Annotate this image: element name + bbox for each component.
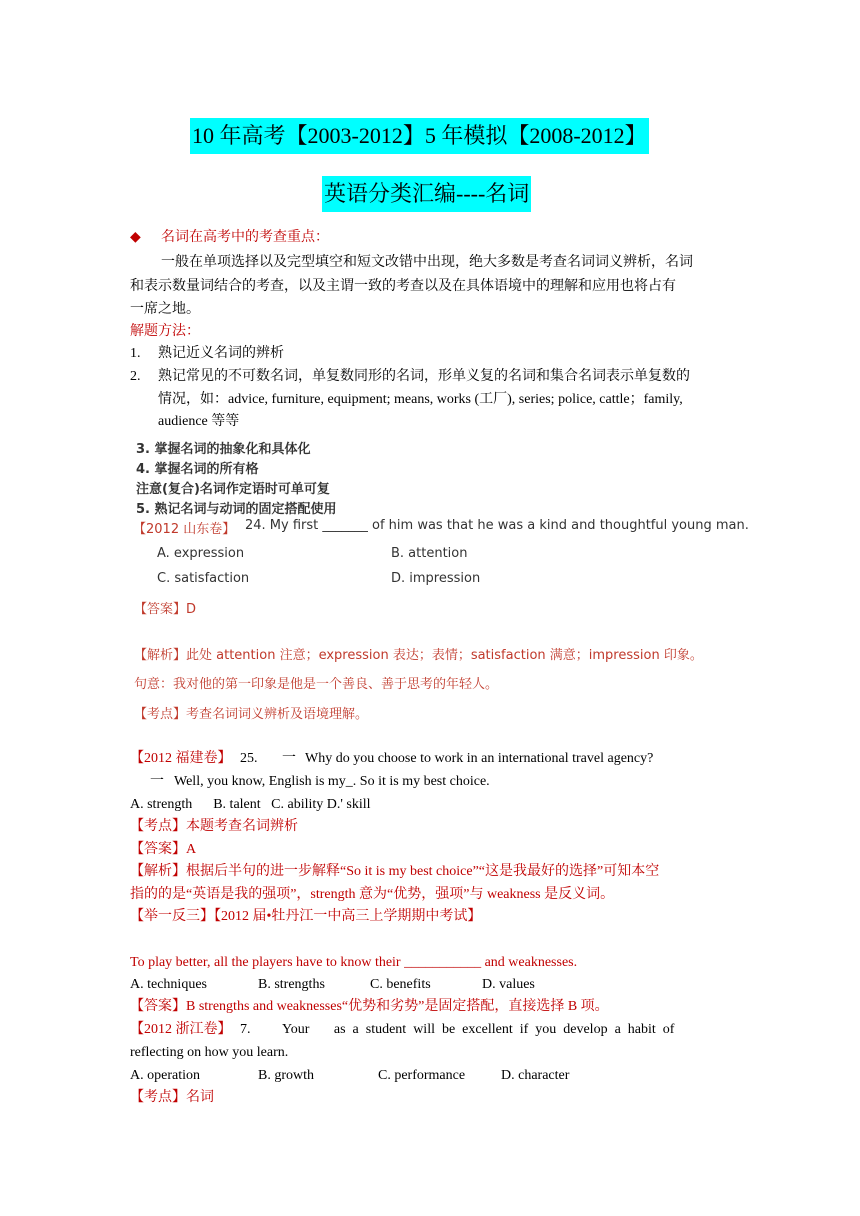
ext-option-b: B. strengths [258,977,325,992]
intro-para-line1: 一般在单项选择以及完型填空和短文改错中出现，绝大多数是考查名词词义辨析，名词 [161,255,693,270]
q25-dash2: 一 [150,774,164,789]
q25-source: 【2012 福建卷】 [130,751,232,766]
method-2-line2: 情况，如：advice, furniture, equipment; means, works (工厂), series; police, cattle；family, [158,392,683,407]
q24-source: 【2012 山东卷】 [133,522,236,537]
ext-answer: 【答案】B strengths and weaknesses“优势和劣势”是固定搭配，直接选择 B 项。 [130,999,609,1014]
q7-point: 【考点】名词 [130,1090,214,1105]
method-1-num: 1. [130,346,141,361]
method-4: 4. 掌握名词的所有格 [136,462,259,477]
q25-dash1: 一 [282,751,296,766]
q7-line1: Your as a student will be excellent if you develop a habit of [282,1022,675,1037]
title-line2: 英语分类汇编----名词 [322,176,531,212]
q24-point: 【考点】考查名词词义辨析及语境理解。 [134,707,369,722]
q25-options: A. strength B. talent C. ability D.' skill [130,797,371,812]
q24-analysis: 【解析】此处 attention 注意；expression 表达；表情；satisfaction 满意；impression 印象。 [134,648,703,663]
q7-num: 7. [240,1022,251,1037]
method-heading: 解题方法： [130,324,200,339]
ext-option-a: A. techniques [130,977,207,992]
q7-option-c: C. performance [378,1068,466,1083]
method-2-line1: 熟记常见的不可数名词，单复数同形的名词，形单义复的名词和集合名词表示单复数的 [158,369,690,384]
q7-option-a: A. operation [130,1068,200,1083]
intro-para-line3: 一席之地。 [130,302,200,317]
intro-para-line2: 和表示数量词结合的考查，以及主谓一致的考查以及在具体语境中的理解和应用也将占有 [130,279,676,294]
ext-option-c: C. benefits [370,977,431,992]
ext-question: To play better, all the players have to know their ___________ and weaknesses. [130,955,578,970]
q24-text: 24. My first _______ of him was that he was a kind and thoughtful young man. [245,518,749,533]
q25-line1: Why do you choose to work in an international travel agency? [305,751,654,766]
intro-heading: 名词在高考中的考查重点： [161,230,329,245]
q24-meaning: 句意：我对他的第一印象是他是一个善良、善于思考的年轻人。 [134,677,499,692]
q7-option-b: B. growth [258,1068,314,1083]
q25-line2: Well, you know, English is my_. So it is my best choice. [174,774,490,789]
ext-option-d: D. values [482,977,535,992]
method-1-text: 熟记近义名词的辨析 [158,346,284,361]
method-2-line3: audience 等等 [158,414,240,429]
bullet-icon: ◆ [130,230,141,245]
title-line1: 10 年高考【2003-2012】5 年模拟【2008-2012】 [190,118,649,154]
q7-option-d: D. character [501,1068,570,1083]
q24-option-b: B. attention [391,546,468,561]
q25-point: 【考点】本题考查名词辨析 [130,819,298,834]
q24-answer: 【答案】D [134,602,197,617]
q24-option-c: C. satisfaction [157,571,250,586]
q7-source: 【2012 浙江卷】 [130,1022,232,1037]
q25-answer: 【答案】A [130,842,197,857]
method-3: 3. 掌握名词的抽象化和具体化 [136,442,311,457]
method-2-num: 2. [130,369,141,384]
q25-analysis-line2: 指的的是“英语是我的强项”，strength 意为“优势，强项”与 weakness 是反义词。 [130,887,615,902]
q25-extend-heading: 【举一反三】【2012 届•牡丹江一中高三上学期期中考试】 [130,909,482,924]
q7-line2: reflecting on how you learn. [130,1045,289,1060]
q25-num: 25. [240,751,258,766]
q25-analysis-line1: 【解析】根据后半句的进一步解释“So it is my best choice”“这是我最好的选择”可知本空 [130,864,660,879]
q24-option-a: A. expression [157,546,245,561]
method-5: 5. 熟记名词与动词的固定搭配使用 [136,502,337,517]
note: 注意(复合)名词作定语时可单可复 [136,482,330,497]
q24-option-d: D. impression [391,571,481,586]
